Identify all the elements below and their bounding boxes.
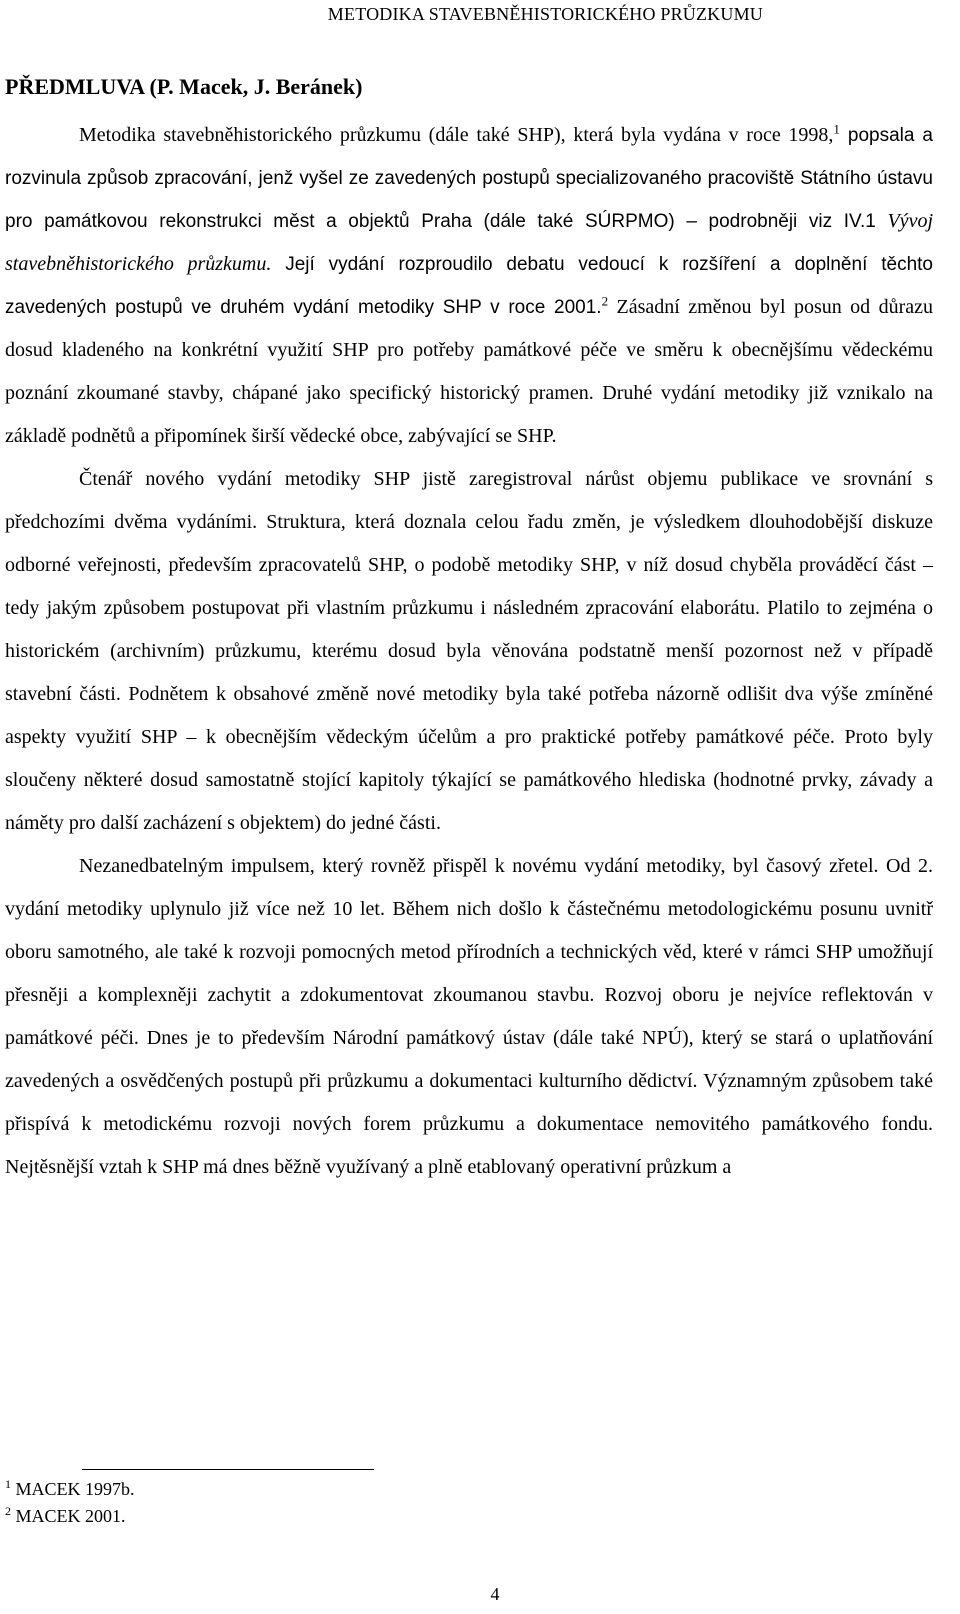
chapter-reference: Vývoj stavebněhistorického průzkumu.	[5, 210, 933, 275]
paragraph-1	[5, 114, 933, 458]
footnote-2	[5, 1503, 135, 1530]
page-number: 4	[490, 1584, 500, 1604]
paragraph-1-continuation: Její vydání rozproudilo debatu vedoucí k rozšíření a doplnění těchto zavedených postupů ve druhém vydání metodiky SHP v roce 2001.	[5, 254, 933, 318]
paragraph-1-tail: Zásadní změnou byl posun od důrazu dosud kladeného na konkrétní využití SHP pro potřeby památkové péče ve směru k obecnějšímu vědeckému poznání zkoumané stavby, chápané jako specifický historický pramen. Druhé vydání metodiky již vznikalo na základě podnětů a připomínek širší vědecké obce, zabývající se SHP.	[5, 296, 933, 447]
footnote-2-number: 2	[5, 1504, 11, 1518]
footnote-separator	[82, 1469, 374, 1470]
running-header: METODIKA STAVEBNĚHISTORICKÉHO PRŮZKUMU	[327, 4, 763, 24]
footnote-ref-2[interactable]: 2	[601, 293, 609, 309]
footnote-ref-1[interactable]: 1	[833, 121, 840, 137]
footnote-1-number: 1	[5, 1477, 11, 1491]
footnote-2-text: MACEK 2001.	[11, 1506, 126, 1526]
paragraph-1-middle: popsala a rozvinula způsob zpracování, jenž vyšel ze zavedených postupů specializovaného pracoviště Státního ústavu pro památkovou rekonstrukci měst a objektů Praha (dále také SÚRPMO) ‒ podrobněji viz IV.1	[5, 125, 933, 232]
footnote-1	[5, 1476, 135, 1503]
footnotes	[5, 1476, 135, 1530]
paragraph-3: Nezanedbatelným impulsem, který rovněž přispěl k novému vydání metodiky, byl časový zřetel. Od 2. vydání metodiky uplynulo již více než 10 let. Během nich došlo k částečnému metodologickému posunu uvnitř oboru samotného, ale také k rozvoji pomocných metod přírodních a technických věd, které v rámci SHP umožňují přesněji a komplexněji zachytit a zdokumentovat zkoumanou stavbu. Rozvoj oboru je nejvíce reflektován v památkové péči. Dnes je to především Národní památkový ústav (dále také NPÚ), který se stará o uplatňování zavedených a osvědčených postupů při průzkumu a dokumentaci kulturního dědictví. Významným způsobem také přispívá k metodickému rozvoji nových forem průzkumu a dokumentace nemovitého památkového fondu. Nejtěsnější vztah k SHP má dnes běžně využívaný a plně etablovaný operativní průzkum a	[5, 855, 933, 1178]
footnote-1-text: MACEK 1997b.	[11, 1479, 135, 1499]
paragraph-1-lead: Metodika stavebněhistorického průzkumu (dále také SHP), která byla vydána v roce 1998,	[79, 124, 834, 146]
body-text	[5, 114, 933, 1189]
section-title: PŘEDMLUVA (P. Macek, J. Beránek)	[5, 74, 363, 99]
paragraph-2: Čtenář nového vydání metodiky SHP jistě zaregistroval nárůst objemu publikace ve srovnání s předchozími dvěma vydáními. Struktura, která doznala celou řadu změn, je výsledkem dlouhodobější diskuze odborné veřejnosti, především zpracovatelů SHP, o podobě metodiky SHP, v níž dosud chyběla prováděcí část ‒ tedy jakým způsobem postupovat při vlastním průzkumu i následném zpracování elaborátu. Platilo to zejména o historickém (archivním) průzkumu, kterému dosud byla věnována podstatně menší pozornost než v případě stavební části. Podnětem k obsahové změně nové metodiky byla také potřeba názorně odlišit dva výše zmíněné aspekty využití SHP ‒ k obecnějším vědeckým účelům a pro praktické potřeby památkové péče. Proto byly sloučeny některé dosud samostatně stojící kapitoly týkající se památkového hlediska (hodnotné prvky, závady a náměty pro další zacházení s objektem) do jedné části.	[5, 468, 933, 834]
